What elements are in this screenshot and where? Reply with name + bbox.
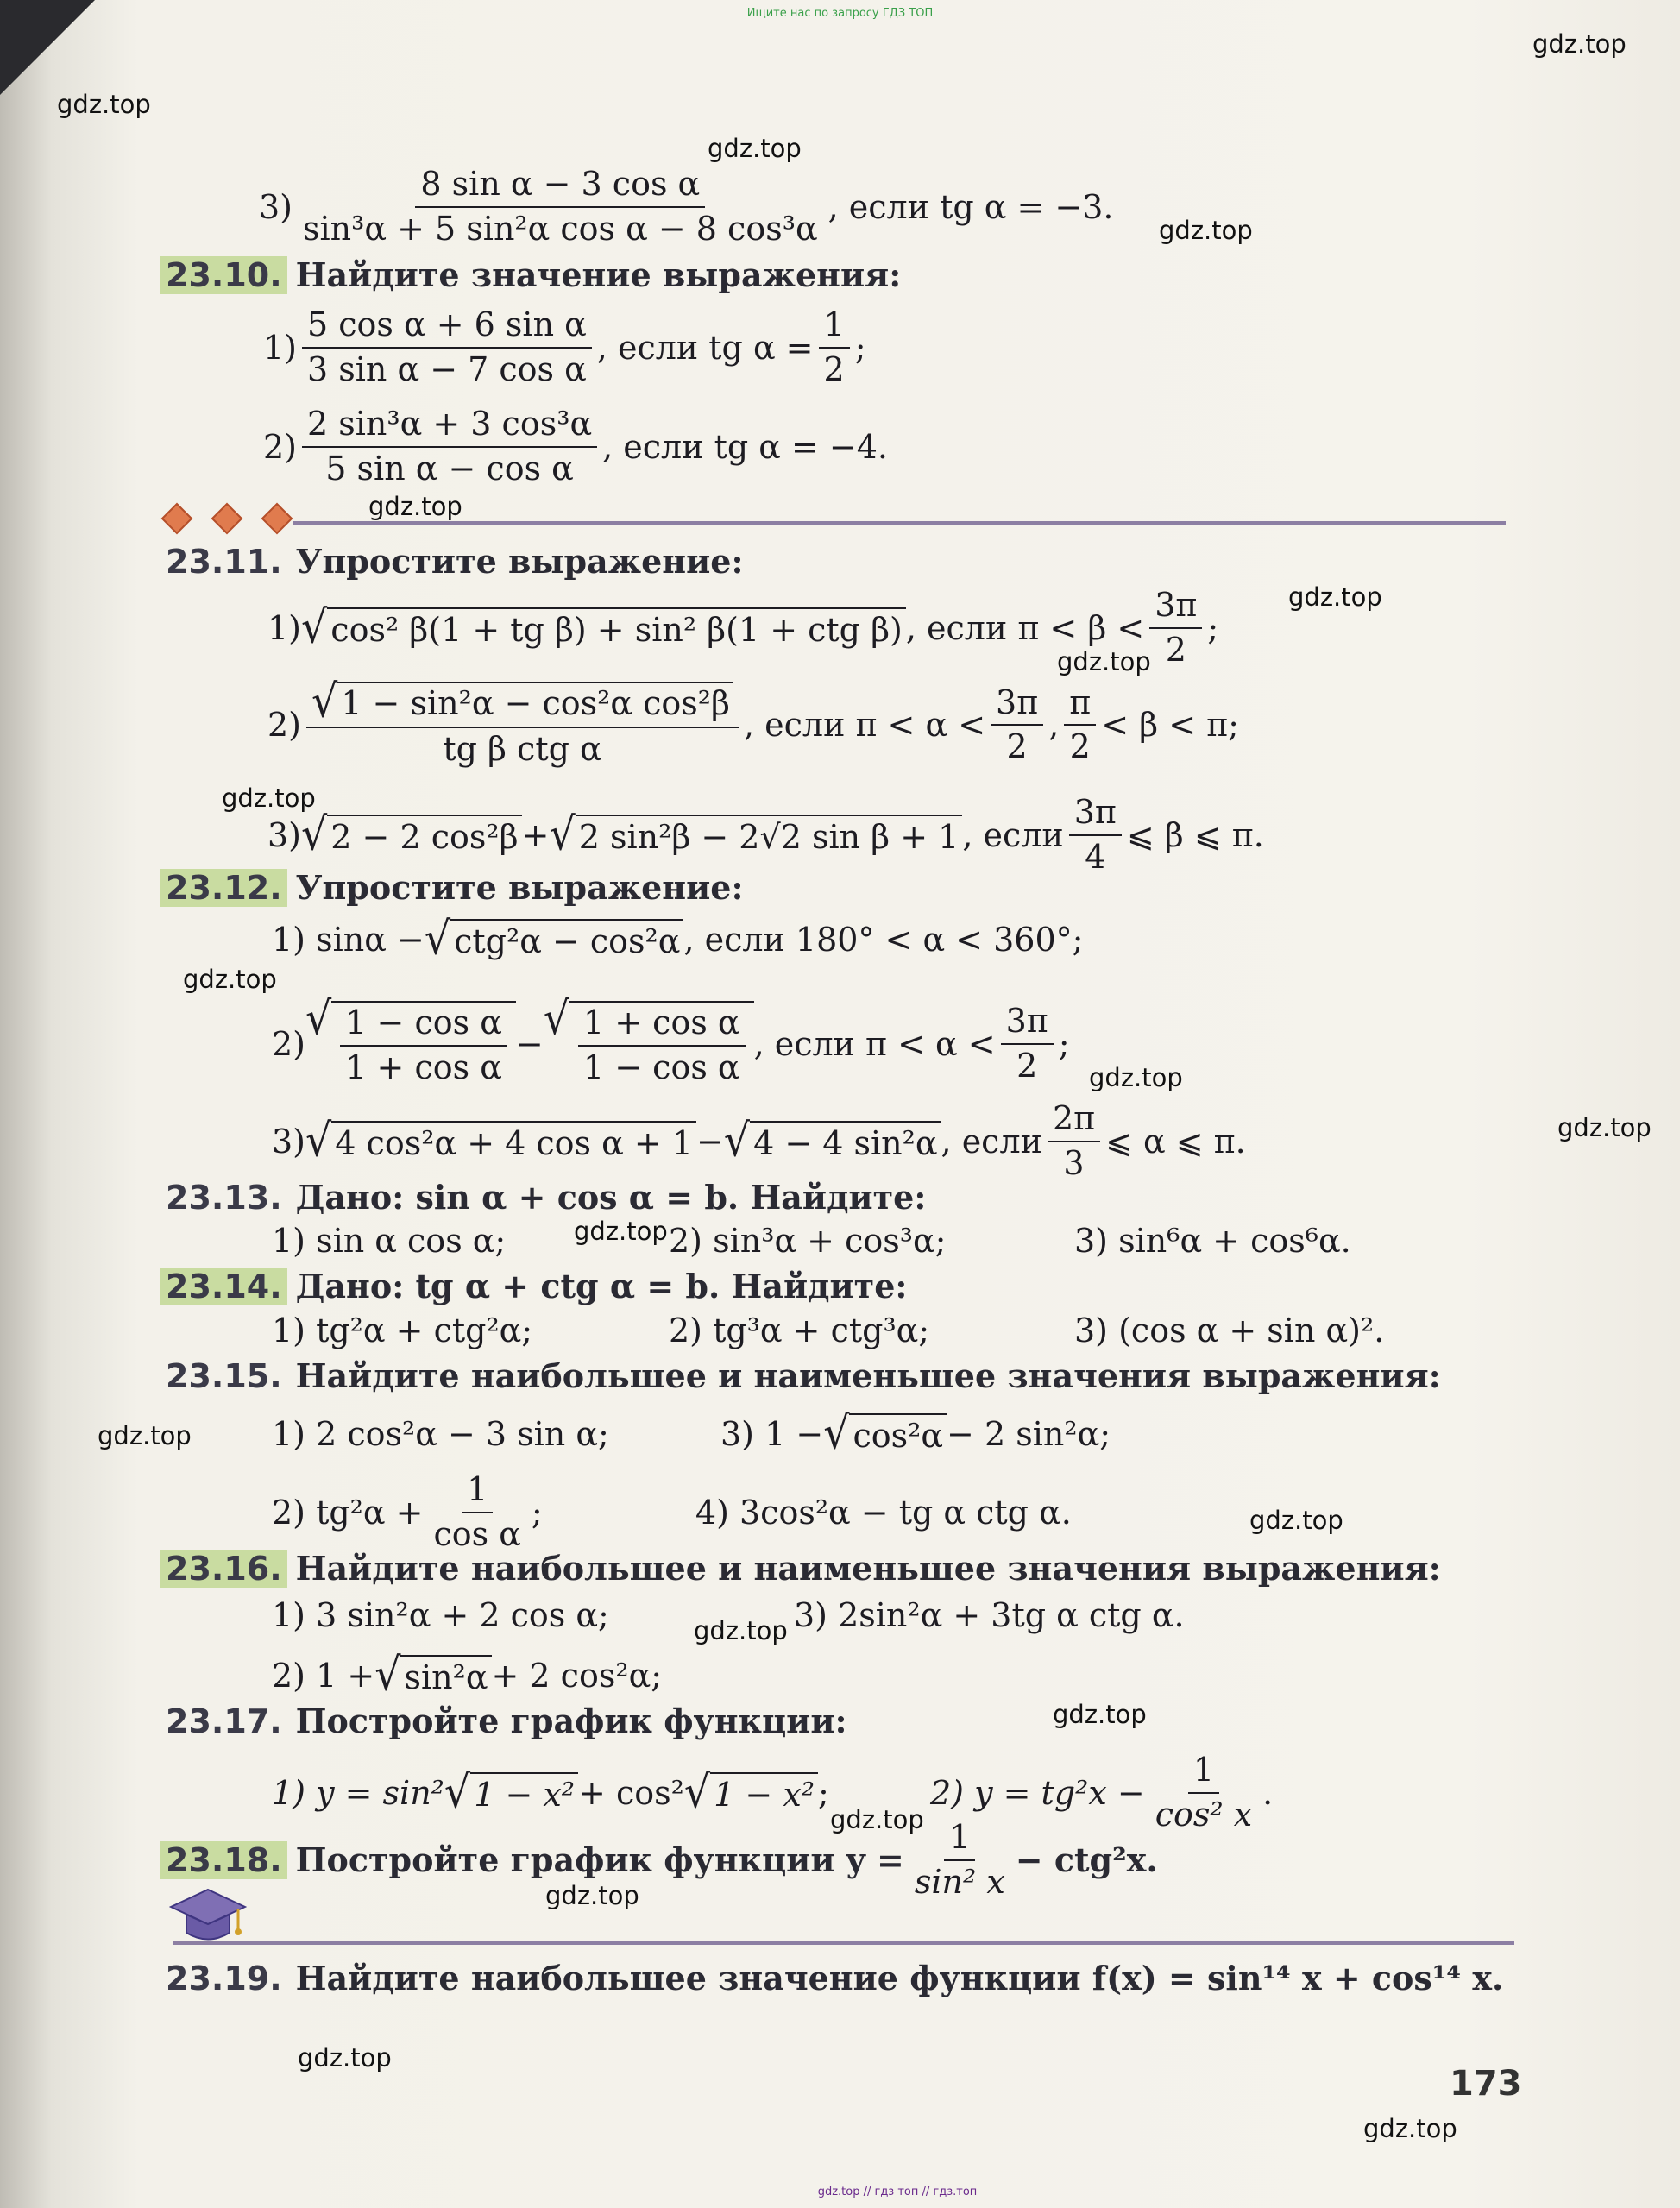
watermark: gdz.top <box>368 492 462 521</box>
watermark: gdz.top <box>574 1217 668 1246</box>
problem-23-13-items: 1) sin α cos α; 2) sin³α + cos³α; 3) sin⁶α + cos⁶α. <box>272 1222 1351 1260</box>
square-root: √ cos² β(1 + tg β) + sin² β(1 + ctg β) <box>301 607 906 649</box>
bottom-banner[interactable]: gdz.top // гдз топ // гдз.топ <box>817 2186 978 2199</box>
top-banner[interactable]: Ищите нас по запросу ГДЗ ТОП <box>746 7 934 20</box>
watermark: gdz.top <box>183 965 277 994</box>
watermark: gdz.top <box>545 1881 639 1910</box>
fraction: $\frac{\text{8 sin α − 3 cos α}}{\text{sin³α + 5 sin²α cos α − 8 cos³α}}$ <box>303 165 818 248</box>
problem-23-17-items: 1) y = sin² √ 1 − x² + cos² √ 1 − x² ; 2) y = tg²x − $\frac{1}{\text{cos² x}}$ . <box>272 1751 1274 1834</box>
problem-23-10-item-2: 2) $\frac{\text{2 sin³α + 3 cos³α}}{\text{5 sin α − cos α}}$ , если tg α = −4. <box>263 405 889 488</box>
problem-23-16-heading: 23.16. Найдите наибольшее и наименьшее значения выражения: <box>160 1549 1441 1588</box>
watermark: gdz.top <box>98 1421 192 1450</box>
watermark: gdz.top <box>1249 1506 1343 1535</box>
watermark: gdz.top <box>694 1616 788 1645</box>
problem-23-13-heading: 23.13. Дано: sin α + cos α = b. Найдите: <box>166 1178 927 1217</box>
watermark: gdz.top <box>1557 1113 1652 1142</box>
watermark: gdz.top <box>222 783 316 813</box>
problem-23-19: 23.19. Найдите наибольшее значение функции f(x) = sin¹⁴ x + cos¹⁴ x. <box>166 1959 1504 1997</box>
problem-23-16-row-2: 2) 1 + √ sin²α + 2 cos²α; <box>272 1649 663 1702</box>
watermark: gdz.top <box>1057 647 1151 676</box>
problem-23-15-heading: 23.15. Найдите наибольшее и наименьшее значения выражения: <box>166 1356 1441 1395</box>
problem-23-14-items: 1) tg²α + ctg²α; 2) tg³α + ctg³α; 3) (cos α + sin α)². <box>272 1312 1385 1349</box>
problem-23-12-item-3: 3) √ 4 cos²α + 4 cos α + 1 − √ 4 − 4 sin²α , если $\frac{2\pi}{3}$ ⩽ α ⩽ π. <box>272 1099 1246 1182</box>
watermark: gdz.top <box>298 2043 392 2073</box>
section-divider <box>293 521 1506 525</box>
watermark: gdz.top <box>1089 1063 1183 1092</box>
problem-23-11-heading: 23.11. Упростите выражение: <box>166 542 744 581</box>
problem-23-10-item-1: 1) $\frac{\text{5 cos α + 6 sin α}}{\text{3 sin α − 7 cos α}}$ , если tg α = $\frac{1}{2}$ ; <box>263 305 866 388</box>
watermark: gdz.top <box>708 134 802 163</box>
problem-23-12-item-2: 2) √ $\frac{\text{1 − cos α}}{\text{1 + cos α}}$ − √ $\frac{\text{1 + cos α}}{\text{1 − cos α}}$ , если π < α < $\frac{3\pi}{2}$ ; <box>272 992 1070 1086</box>
watermark: gdz.top <box>830 1805 924 1834</box>
problem-23-12-heading: 23.12. Упростите выражение: <box>160 868 743 907</box>
problem-23-11-item-1: 1) √ cos² β(1 + tg β) + sin² β(1 + ctg β) , если π < β < $\frac{3\pi}{2}$ ; <box>267 586 1219 669</box>
watermark: gdz.top <box>1532 29 1627 59</box>
problem-23-16-row-1: 1) 3 sin²α + 2 cos α; 3) 2sin²α + 3tg α ctg α. <box>272 1596 1185 1634</box>
problem-23-11-item-2: 2) √ 1 − sin²α − cos²α cos²β tg β ctg α , если π < α < $\frac{3\pi}{2}$ , $\frac{\pi}{2}$ < β < π; <box>267 676 1239 768</box>
watermark: gdz.top <box>57 90 151 119</box>
problem-23-18: 23.18. Постройте график функции y = $\frac{1}{\text{sin² x}}$ − ctg²x. <box>160 1819 1158 1901</box>
problem-23-12-item-1: 1) sinα − √ ctg²α − cos²α , если 180° < α < 360°; <box>272 913 1084 966</box>
section-divider <box>173 1941 1514 1945</box>
watermark: gdz.top <box>1363 2114 1457 2143</box>
problem-23-9-item-3: 3) $\frac{\text{8 sin α − 3 cos α}}{\text{sin³α + 5 sin²α cos α − 8 cos³α}}$ , если tg α = −3. <box>259 165 1114 248</box>
watermark: gdz.top <box>1159 216 1253 245</box>
graduation-cap-icon <box>169 1885 247 1946</box>
watermark: gdz.top <box>1288 582 1382 612</box>
problem-23-17-heading: 23.17. Постройте график функции: <box>166 1702 847 1740</box>
problem-23-11-item-3: 3) √ 2 − 2 cos²β + √ 2 sin²β − 2√2 sin β + 1 , если $\frac{3\pi}{4}$ ⩽ β ⩽ π. <box>267 793 1264 876</box>
problem-23-10-heading: 23.10. Найдите значение выражения: <box>160 255 901 294</box>
page-number: 173 <box>1450 2064 1522 2104</box>
problem-23-15-row-1: 1) 2 cos²α − 3 sin α; 3) 1 − √ cos²α − 2 sin²α; <box>272 1407 1111 1460</box>
problem-23-15-row-2: 2) tg²α + $\frac{1}{\text{cos α}}$ ; 4) 3cos²α − tg α ctg α. <box>272 1470 1072 1553</box>
watermark: gdz.top <box>1053 1700 1147 1729</box>
problem-23-14-heading: 23.14. Дано: tg α + ctg α = b. Найдите: <box>160 1267 907 1305</box>
